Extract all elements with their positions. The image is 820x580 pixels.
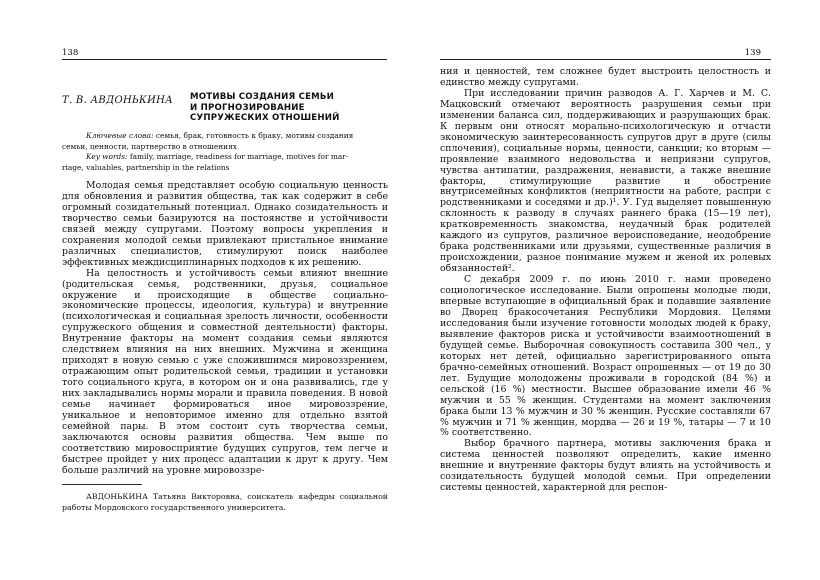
title-line: И ПРОГНОЗИРОВАНИЕ: [190, 102, 305, 113]
article-title: [190, 92, 390, 124]
paragraph: Выбор брачного партнера, мотивы заключения брака и система ценностей позволяют определить, какие именно внешние и внутренние факторы будут влиять на устойчивость и созидательность будущей молодой семьи. При определении системы ценностей, характерной для респон-: [440, 438, 771, 494]
keywords-ru-label: Ключевые слова:: [86, 131, 154, 140]
keywords-ru-line: семьи, ценности, партнерство в отношениях: [62, 141, 237, 151]
paragraph: Молодая семья представляет особую социальную ценность для обновления и развития общества, так как содержит в себе огромный созидательный потенциал. Однако созидательность и творчество семьи базируются на постоянстве и устойчивости связей между супругами. Поэтому вопросы укрепления и сохранения молодой семьи привлекают пристальное внимание различных специалистов, стимулируют поиск наиболее эффективных междисциплинарных подходов к их решению.: [62, 180, 388, 268]
body-text: [62, 181, 388, 477]
keywords-ru-line: Ключевые слова: семья, брак, готовность к браку, мотивы создания: [86, 131, 354, 140]
page-number: 139: [744, 48, 761, 58]
title-line: СУПРУЖЕСКИХ ОТНОШЕНИЙ: [190, 113, 340, 123]
keywords-en-line: riage, valuables, partnership in the relations: [62, 162, 230, 172]
paragraph: ния и ценностей, тем сложнее будет выстроить целостность и единство между супругами.: [440, 66, 771, 88]
keywords-en-line: Key words: family, marriage, readiness for marriage, motives for mar-: [86, 152, 349, 161]
title-line: МОТИВЫ СОЗДАНИЯ СЕМЬИ: [190, 92, 335, 102]
header-rule: [62, 59, 387, 60]
keywords-en-label: Key words:: [86, 152, 128, 161]
body-text: [440, 67, 771, 494]
author-footnote: [62, 491, 388, 513]
right-page: [410, 0, 820, 580]
footnote-rule: [62, 484, 142, 485]
article-author: Т. В. АВДОНЬКИНА: [62, 95, 173, 106]
keywords-block: [62, 131, 388, 173]
paragraph: На целостность и устойчивость семьи влияют внешние (родительская семья, родственники, друзья, социальное окружение и происходящие в обществе социально-экономические процессы, идеология, культура) и внутренние (психологическая и социальная зрелость личности, особенности супружеского общения и совместной деятельности) факторы. Внутренние факторы на момент создания семьи являются следствием влияния на них внешних. Мужчина и женщина приходят в новую семью с уже сложившимся мировоззрением, отражающим опыт родительской семьи, традиции и установки того социального круга, в котором он и она развивались, где у них закладывались нормы морали и правила поведения. В новой семье начинает формироваться иное мировоззрение, уникальное и неповторимое именно для отдельно взятой семейной пары. В этом состоит суть творчества семьи, заключаются основы развития общества. Чем выше по соответствию мировосприятие будущих супругов, тем легче и быстрее пройдет у них процесс адаптации к друг к другу. Чем больше различий на уровне мировоззре-: [62, 267, 388, 476]
footnote-text: АВДОНЬКИНА Татьяна Викторовна, соискатель кафедры социальной работы Мордовского государственного университета.: [62, 492, 388, 512]
header-rule: [440, 59, 771, 60]
paragraph: При исследовании причин разводов А. Г. Харчев и М. С. Мацковский отмечают вероятность разрушения семьи при изменении баланса сил, поддерживающих и разрушающих брак. К первым они относят морально-психологическую и отчасти экономическую заинтересованность супругов друг в друге (силы сплочения), социальные нормы, ценности, санкции; ко вторым — проявление взаимного недовольства и неприязни супругов, чувства антипатии, раздражения, ненависти, а также внешние факторы, стимулирующие развитие и обострение внутрисемейных конфликтов (неприятности на работе, распри с родственниками и соседями и др.)¹. У. Гуд выделяет повышенную склонность к разводу в случаях раннего брака (15—19 лет), кратковременность знакомства, неудачный брак родителей каждого из супругов, различное вероисповедание, неодобрение брака родственниками или друзьями, существенные различия в происхождении, разное понимание мужем и женой их ролевых обязанностей².: [440, 87, 771, 275]
page-number: 138: [62, 48, 79, 58]
paragraph: С декабря 2009 г. по июнь 2010 г. нами проведено социологическое исследование. Были опрошены молодые люди, впервые вступающие в официальный брак и подавшие заявление во Дворец бракосочетания Республики Мордовия. Целями исследования были изучение готовности молодых людей к браку, выявление факторов риска и устойчивости взаимоотношений в будущей семье. Выборочная совокупность составила 300 чел., у которых нет детей, официально зарегистрированного опыта брачно-семейных отношений. Возраст опрошенных — от 19 до 30 лет. Будущие молодожены проживали в городской (84 %) и сельской (16 %) местности. Высшее образование имели 46 % мужчин и 55 % женщин. Студентами на момент заключения брака были 13 % мужчин и 30 % женщин. Русские составляли 67 % мужчин и 71 % женщин, мордва — 26 и 19 %, татары — 7 и 10 % соответственно.: [440, 274, 771, 439]
